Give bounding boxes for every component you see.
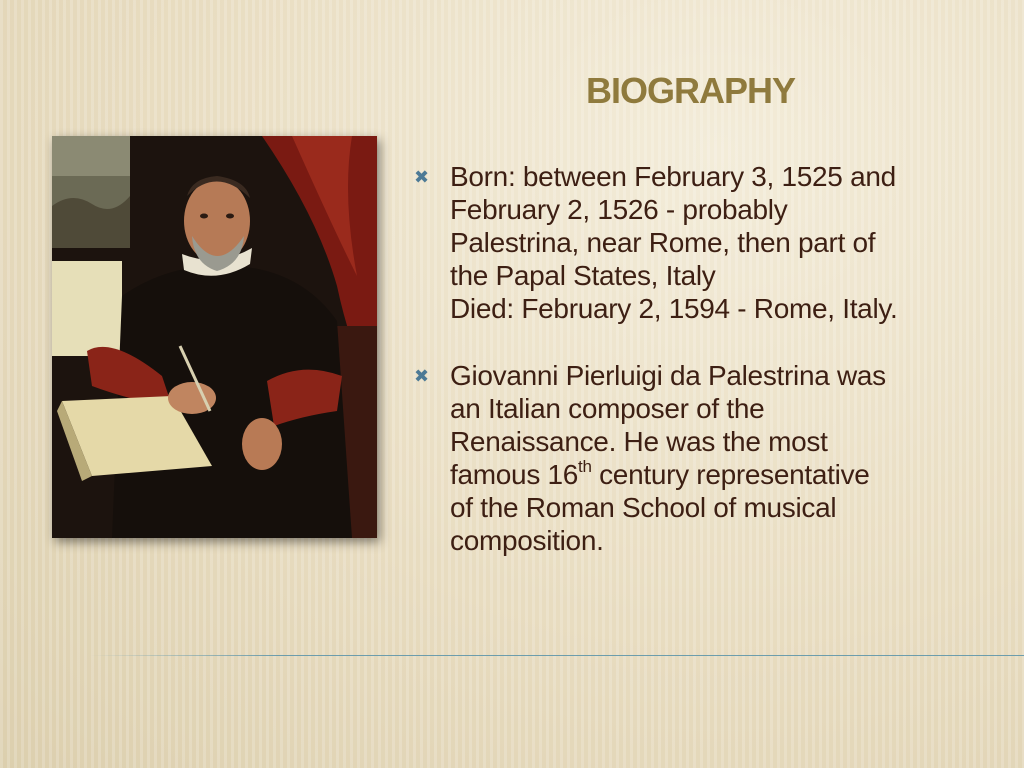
portrait-image <box>52 136 377 538</box>
bullet-line: Born: between February 3, 1525 and <box>450 161 896 192</box>
x-cross-icon: ✖ <box>414 366 429 386</box>
bullet-line: Giovanni Pierluigi da Palestrina was <box>450 360 886 391</box>
bullet-line: composition. <box>450 525 604 556</box>
bullet-line: February 2, 1526 - probably <box>450 194 788 225</box>
bullet-line: an Italian composer of the <box>450 393 765 424</box>
bullet-list <box>414 160 1004 591</box>
bullet-line: Renaissance. He was the most <box>450 426 828 457</box>
x-cross-icon: ✖ <box>414 167 429 187</box>
bullet-line: of the Roman School of musical <box>450 492 837 523</box>
ordinal-superscript: th <box>578 457 592 476</box>
bullet-item-birth-death <box>414 160 1004 325</box>
divider-line <box>90 655 1024 656</box>
portrait-painting <box>52 136 377 538</box>
bullet-line: Died: February 2, 1594 - Rome, Italy. <box>450 293 898 324</box>
bullet-line-century <box>450 458 1004 491</box>
bullet-line: the Papal States, Italy <box>450 260 716 291</box>
century-text-end: century representative <box>591 459 870 490</box>
bullet-line: Palestrina, near Rome, then part of <box>450 227 876 258</box>
bullet-item-description <box>414 359 1004 557</box>
century-text-start: famous 16 <box>450 459 579 490</box>
slide-title: BIOGRAPHY <box>586 70 796 111</box>
